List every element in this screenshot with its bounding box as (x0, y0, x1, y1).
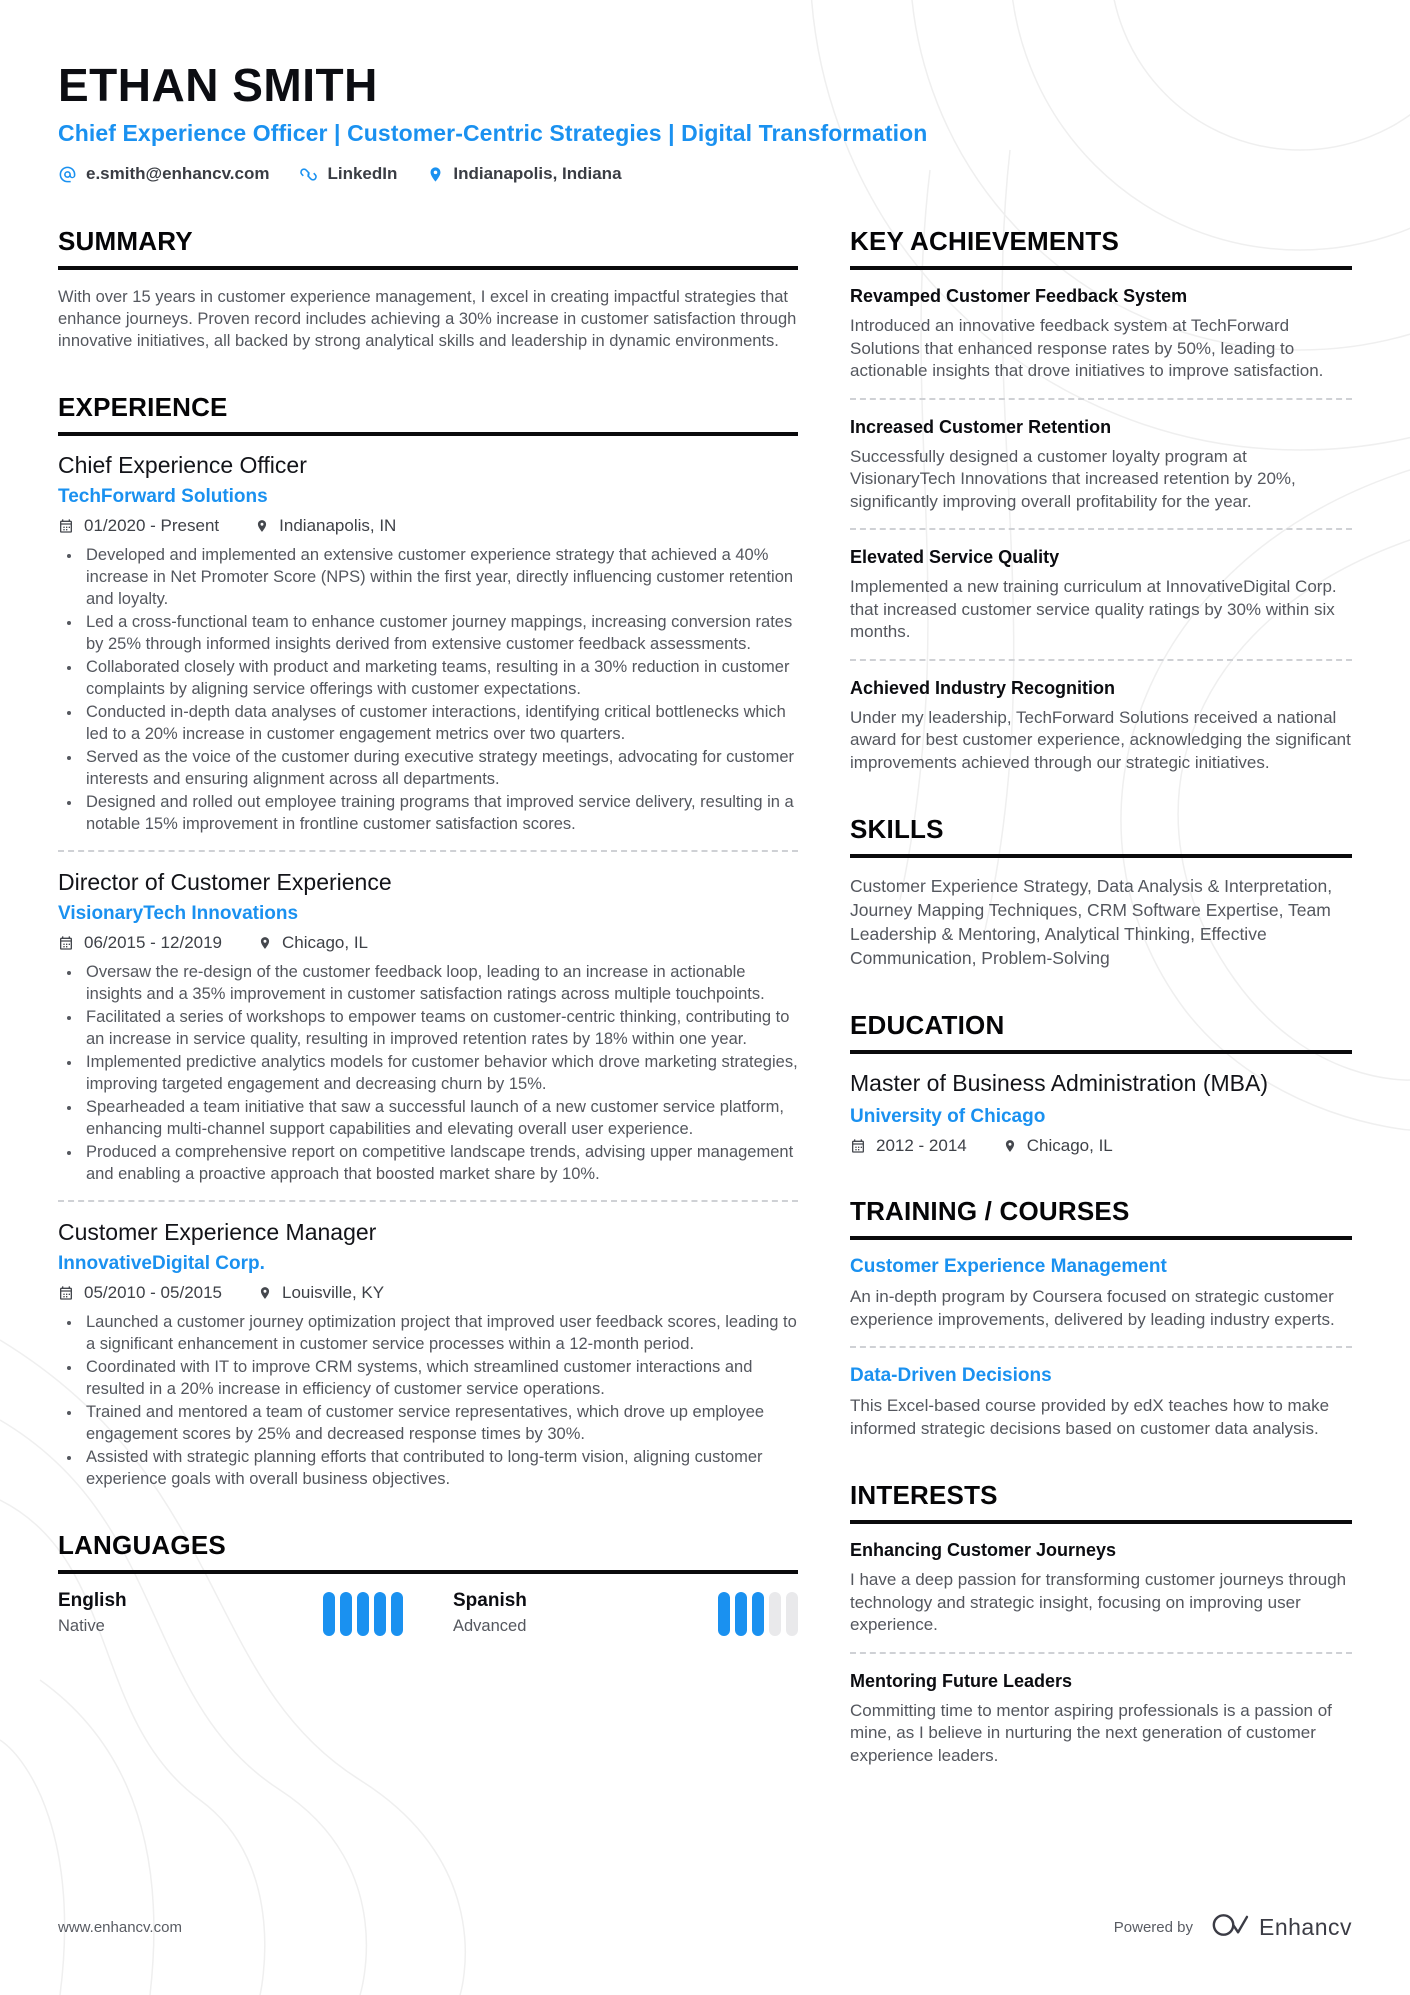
job-divider (58, 1200, 798, 1202)
job-title: Chief Experience Officer (58, 452, 307, 478)
job-bullets (68, 1311, 798, 1490)
languages-heading: LANGUAGES (58, 1530, 798, 1574)
enhancv-logo-icon (1209, 1912, 1251, 1943)
summary-text: With over 15 years in customer experience management, I excel in creating impactful strategies that enhance journeys. Proven record includes achieving a 30% increase in customer satisfaction through innovative initiatives, all backed by strong analytical skills and leadership in dynamic environments. (58, 288, 797, 350)
achievement-text: Introduced an innovative feedback system at TechForward Solutions that enhanced response rates by 50%, leading to actionable insights that drove initiatives to improve satisfaction. (850, 316, 1324, 380)
achievement-title: Elevated Service Quality (850, 547, 1060, 567)
job-bullet: • Developed and implemented an extensive customer experience strategy that achieved a 40% increase in Net Promoter Score (NPS) within the first year, directly influencing customer retention and loyalty. (82, 544, 798, 610)
education-section (850, 1010, 1352, 1156)
email-text: e.smith@enhancv.com (86, 164, 270, 183)
at-icon (58, 165, 77, 184)
job-bullets (68, 961, 798, 1185)
job-entry (58, 1219, 798, 1490)
interest-title: Mentoring Future Leaders (850, 1670, 1073, 1691)
job-location: Louisville, KY (282, 1283, 385, 1302)
course-text: This Excel-based course provided by edX teaches how to make informed strategic decisions based on customer data analysis. (850, 1396, 1330, 1438)
proficiency-bar (769, 1592, 781, 1636)
job-meta (58, 516, 798, 536)
job-divider (58, 850, 798, 852)
course-title-link[interactable]: Customer Experience Management (850, 1256, 1167, 1277)
job-bullet: • Collaborated closely with product and marketing teams, resulting in a 30% reduction in customer complaints by aligning service offerings with customer expectations. (82, 656, 798, 700)
job-bullet: • Trained and mentored a team of customer service representatives, which drove up employee engagement scores by 25% and decreased response times by 30%. (82, 1401, 798, 1445)
training-section (850, 1196, 1352, 1440)
job-title: Director of Customer Experience (58, 869, 392, 895)
language-proficiency-bars (718, 1590, 798, 1636)
proficiency-bar (718, 1592, 730, 1636)
job-meta (58, 933, 798, 953)
job-meta (58, 1283, 798, 1303)
linkedin-contact[interactable] (299, 164, 397, 184)
achievement-title: Revamped Customer Feedback System (850, 286, 1188, 306)
location-pin-icon (1003, 1138, 1017, 1154)
job-dates: 06/2015 - 12/2019 (84, 933, 223, 952)
location-text: Indianapolis, Indiana (453, 164, 622, 183)
language-proficiency-bars (323, 1590, 403, 1636)
job-dates: 01/2020 - Present (84, 516, 220, 535)
summary-heading: SUMMARY (58, 226, 798, 270)
right-column (850, 226, 1352, 1807)
summary-section (58, 226, 798, 352)
interests-heading: INTERESTS (850, 1480, 1352, 1524)
proficiency-bar (323, 1592, 335, 1636)
job-location: Chicago, IL (282, 933, 369, 952)
achievement-text: Successfully designed a customer loyalty program at VisionaryTech Innovations that increased retention by 20%, significantly improving overall profitability for the year. (850, 446, 1296, 511)
powered-by-label: Powered by (1113, 1919, 1193, 1936)
calendar-icon (850, 1138, 866, 1154)
interest-item (850, 1671, 1352, 1768)
education-heading: EDUCATION (850, 1010, 1352, 1054)
job-bullets (68, 544, 798, 835)
job-entry (58, 452, 798, 835)
achievements-section (850, 226, 1352, 774)
powered-by-group[interactable] (1114, 1912, 1352, 1943)
job-title: Customer Experience Manager (58, 1219, 377, 1245)
achievement-item (850, 678, 1352, 775)
job-dates: 05/2010 - 05/2015 (84, 1283, 223, 1302)
training-heading: TRAINING / COURSES (850, 1196, 1352, 1240)
location-contact (427, 164, 621, 184)
language-item (58, 1590, 403, 1636)
item-divider (850, 1652, 1352, 1654)
company-link[interactable]: VisionaryTech Innovations (58, 903, 299, 924)
achievement-text: Implemented a new training curriculum at InnovativeDigital Corp. that increased customer service quality ratings by 30% within six months. (850, 577, 1337, 641)
course-item (850, 1365, 1352, 1440)
job-location: Indianapolis, IN (279, 516, 397, 535)
proficiency-bar (735, 1592, 747, 1636)
achievement-title: Increased Customer Retention (850, 416, 1112, 437)
experience-heading: EXPERIENCE (58, 392, 798, 436)
person-name: ETHAN SMITH (58, 59, 378, 111)
company-link[interactable]: InnovativeDigital Corp. (58, 1253, 265, 1274)
calendar-icon (58, 935, 74, 951)
proficiency-bar (786, 1592, 798, 1636)
skills-heading: SKILLS (850, 814, 1352, 858)
item-divider (850, 398, 1352, 400)
course-text: An in-depth program by Coursera focused on strategic customer experience improvements, delivered by leading industry experts. (850, 1287, 1335, 1329)
interest-text: I have a deep passion for transforming customer journeys through technology and strategic insight, focusing on improving user experience. (850, 1570, 1347, 1634)
email-contact[interactable] (58, 164, 269, 184)
language-level: Native (58, 1617, 105, 1635)
achievement-title: Achieved Industry Recognition (850, 677, 1116, 698)
language-name: Spanish (453, 1590, 527, 1611)
language-name: English (58, 1590, 127, 1611)
item-divider (850, 1346, 1352, 1348)
location-pin-icon (258, 935, 272, 951)
location-pin-icon (255, 518, 269, 534)
location-pin-icon (258, 1285, 272, 1301)
job-bullet: • Spearheaded a team initiative that saw a successful launch of a new customer service platform, enhancing multi-channel support capabilities and elevating overall user experience. (82, 1096, 798, 1140)
proficiency-bar (357, 1592, 369, 1636)
link-icon (299, 165, 318, 184)
item-divider (850, 659, 1352, 661)
school-link[interactable]: University of Chicago (850, 1106, 1046, 1127)
job-bullet: • Oversaw the re-design of the customer feedback loop, leading to an increase in actionable insights and a 35% improvement in customer satisfaction ratings across multiple touchpoints. (82, 961, 798, 1005)
company-link[interactable]: TechForward Solutions (58, 486, 268, 507)
job-bullet: • Produced a comprehensive report on competitive landscape trends, advising upper management and enabling a proactive approach that boosted market share by 10%. (82, 1141, 798, 1185)
skills-text: Customer Experience Strategy, Data Analysis & Interpretation, Journey Mapping Techniques, CRM Software Expertise, Team Leadership & Mentoring, Analytical Thinking, Effective Communication, Problem-Solving (850, 876, 1333, 968)
languages-section (58, 1530, 798, 1636)
job-bullet: • Designed and rolled out employee training programs that improved service delivery, resulting in a notable 15% improvement in frontline customer satisfaction scores. (82, 791, 798, 835)
achievements-heading: KEY ACHIEVEMENTS (850, 226, 1352, 270)
interest-text: Committing time to mentor aspiring professionals is a passion of mine, as I believe in nurturing the next generation of customer experience leaders. (850, 1700, 1332, 1765)
proficiency-bar (391, 1592, 403, 1636)
proficiency-bar (752, 1592, 764, 1636)
item-divider (850, 528, 1352, 530)
job-bullet: • Launched a customer journey optimization project that improved user feedback scores, leading to a significant enhancement in customer service processes within a 12-month period. (82, 1311, 798, 1355)
enhancv-wordmark: Enhancv (1258, 1914, 1352, 1940)
job-bullet: • Served as the voice of the customer during executive strategy meetings, advocating for customer interests and ensuring alignment across all departments. (82, 746, 798, 790)
location-pin-icon (427, 165, 444, 184)
contact-row (58, 164, 1352, 184)
education-location: Chicago, IL (1026, 1136, 1113, 1155)
education-dates: 2012 - 2014 (876, 1136, 967, 1155)
resume-header (58, 58, 1352, 184)
linkedin-text: LinkedIn (327, 164, 398, 183)
enhancv-url-link[interactable]: www.enhancv.com (58, 1919, 182, 1936)
proficiency-bar (340, 1592, 352, 1636)
skills-section (850, 814, 1352, 970)
course-item (850, 1256, 1352, 1331)
left-column (58, 226, 798, 1807)
proficiency-bar (374, 1592, 386, 1636)
page-footer (58, 1912, 1352, 1943)
course-title-link[interactable]: Data-Driven Decisions (850, 1365, 1052, 1386)
experience-section (58, 392, 798, 1490)
enhancv-logo-group (1209, 1912, 1352, 1943)
job-entry (58, 869, 798, 1185)
headline: Chief Experience Officer | Customer-Centric Strategies | Digital Transformation (58, 120, 928, 146)
job-bullet: • Facilitated a series of workshops to empower teams on customer-centric thinking, contributing to an increase in service quality, resulting in improved retention rates by 18% within one year. (82, 1006, 798, 1050)
interest-title: Enhancing Customer Journeys (850, 1540, 1117, 1560)
achievement-item (850, 286, 1352, 383)
achievement-item (850, 547, 1352, 644)
interest-item (850, 1540, 1352, 1637)
degree-title: Master of Business Administration (MBA) (850, 1070, 1268, 1096)
job-bullet: • Assisted with strategic planning efforts that contributed to long-term vision, aligning customer experience goals with overall business objectives. (82, 1446, 798, 1490)
calendar-icon (58, 518, 74, 534)
job-bullet: • Implemented predictive analytics models for customer behavior which drove marketing strategies, improving targeted engagement and decreasing churn by 15%. (82, 1051, 798, 1095)
job-bullet: • Coordinated with IT to improve CRM systems, which streamlined customer interactions and resulted in a 20% increase in efficiency of customer service operations. (82, 1356, 798, 1400)
achievement-text: Under my leadership, TechForward Solutions received a national award for best customer experience, acknowledging the significant improvements achieved through our strategic initiatives. (850, 707, 1351, 772)
job-bullet: • Led a cross-functional team to enhance customer journey mappings, increasing conversion rates by 25% through informed insights derived from extensive customer feedback assessments. (82, 611, 798, 655)
job-bullet: • Conducted in-depth data analyses of customer interactions, identifying critical bottlenecks which led to a 20% increase in customer engagement metrics over two quarters. (82, 701, 798, 745)
education-meta (850, 1136, 1352, 1156)
calendar-icon (58, 1285, 74, 1301)
interests-section (850, 1480, 1352, 1767)
achievement-item (850, 417, 1352, 514)
language-item (453, 1590, 798, 1636)
language-level: Advanced (453, 1617, 527, 1635)
